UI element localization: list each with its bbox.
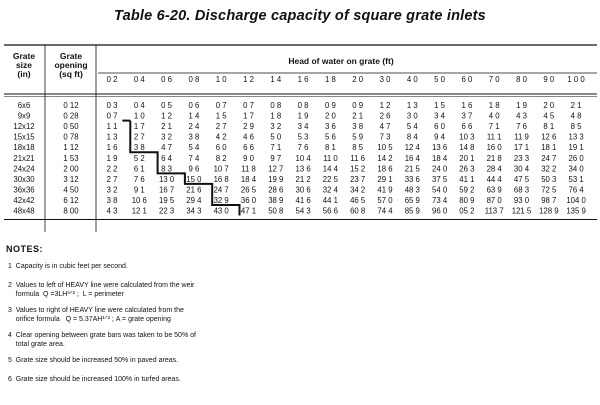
capacity-cell: 1 4 — [188, 111, 200, 121]
capacity-cell: 26 5 — [240, 185, 257, 195]
capacity-cell: 5 6 — [324, 132, 336, 142]
capacity-cell: 1 8 — [270, 111, 282, 121]
capacity-cell: 6 6 — [243, 143, 254, 153]
capacity-cell: 14 2 — [377, 153, 393, 163]
notes-heading: NOTES: — [6, 244, 44, 254]
capacity-cell: 11 8 — [241, 164, 256, 174]
capacity-cell: 28 4 — [486, 164, 502, 174]
capacity-cell: 11 1 — [486, 132, 502, 142]
capacity-cell: 98 7 — [541, 195, 557, 205]
capacity-cell: 24 0 — [432, 164, 448, 174]
capacity-cell: 47 5 — [513, 174, 530, 184]
capacity-cell: 2 7 — [215, 122, 227, 132]
capacity-cell: 20 1 — [459, 153, 475, 163]
capacity-cell: 11 6 — [350, 153, 366, 163]
capacity-cell: 23 7 — [350, 174, 366, 184]
capacity-cell: 17 1 — [513, 143, 530, 153]
capacity-cell: 6 1 — [133, 164, 145, 174]
capacity-cell: 1 9 — [106, 153, 118, 163]
capacity-cell: 48 3 — [404, 185, 420, 195]
capacity-cell: 2 1 — [570, 101, 582, 110]
capacity-cell: 3 2 — [161, 132, 173, 142]
capacity-cell: 104 0 — [566, 195, 586, 205]
capacity-cell: 57 0 — [377, 195, 393, 205]
capacity-cell: 21 8 — [486, 153, 502, 163]
head-value: 1 8 — [324, 75, 336, 84]
capacity-cell: 6 0 — [215, 143, 227, 153]
capacity-cell: 32 9 — [213, 195, 229, 205]
capacity-cell: 7 1 — [270, 143, 282, 153]
capacity-cell: 73 4 — [432, 195, 448, 205]
capacity-cell: 2 4 — [188, 122, 200, 132]
grate-opening-cell: 2 00 — [63, 164, 79, 174]
head-value: 2 0 — [352, 75, 364, 84]
capacity-cell: 19 5 — [159, 195, 175, 205]
note-line: 3 Values to right of HEAVY line were calculated from the — [8, 307, 184, 314]
capacity-cell: 22 5 — [322, 174, 338, 184]
capacity-cell: 29 4 — [186, 195, 202, 205]
capacity-cell: 41 1 — [459, 174, 475, 184]
capacity-cell: 28 6 — [268, 185, 284, 195]
capacity-cell: 56 6 — [322, 206, 338, 216]
capacity-cell: 32 4 — [322, 185, 338, 195]
capacity-cell: 34 3 — [186, 206, 202, 216]
grate-opening-header: (sq ft) — [59, 69, 83, 79]
grate-opening-cell: 0 78 — [63, 132, 79, 142]
grate-size-header: Grate — [12, 51, 36, 61]
grate-size-cell: 18x18 — [13, 143, 35, 153]
capacity-cell: 11 9 — [514, 132, 529, 142]
capacity-cell: 8 5 — [352, 143, 364, 153]
capacity-cell: 4 3 — [516, 111, 527, 121]
head-value: 0 8 — [188, 75, 200, 84]
grate-opening-cell: 4 50 — [63, 185, 79, 195]
capacity-cell: 1 9 — [297, 111, 309, 121]
capacity-cell: 32 2 — [541, 164, 557, 174]
capacity-cell: 1 6 — [461, 101, 473, 110]
head-value: 1 2 — [243, 75, 254, 84]
note-item — [8, 375, 308, 384]
grate-size-cell: 48x48 — [13, 206, 35, 216]
capacity-cell: 8 1 — [543, 122, 555, 132]
head-value: 8 0 — [516, 75, 527, 84]
capacity-cell: 3 8 — [352, 122, 364, 132]
capacity-cell: 2 1 — [352, 111, 364, 121]
capacity-cell: 33 6 — [404, 174, 420, 184]
capacity-cell: 4 5 — [543, 111, 555, 121]
capacity-cell: 128 9 — [539, 206, 559, 216]
capacity-cell: 3 2 — [106, 185, 118, 195]
capacity-cell: 9 7 — [270, 153, 282, 163]
capacity-cell: 1 2 — [379, 101, 391, 110]
capacity-cell: 5 3 — [297, 132, 309, 142]
head-header: Head of water on grate (ft) — [288, 56, 394, 66]
capacity-cell: 7 3 — [379, 132, 391, 142]
capacity-cell: 1 1 — [106, 122, 118, 132]
capacity-cell: 0 9 — [324, 101, 336, 110]
capacity-cell: 7 6 — [133, 174, 145, 184]
capacity-cell: 38 9 — [268, 195, 284, 205]
capacity-cell: 30 4 — [513, 164, 530, 174]
capacity-cell: 0 6 — [188, 101, 200, 110]
grate-size-header: size — [15, 60, 33, 70]
capacity-cell: 72 5 — [541, 185, 557, 195]
capacity-cell: 19 1 — [568, 143, 584, 153]
note-line: orifice formula Q = 5.37AH¹ᐟ² ; A = grate opening — [8, 316, 171, 323]
capacity-cell: 44 4 — [486, 174, 502, 184]
capacity-cell: 4 2 — [215, 132, 227, 142]
capacity-cell: 47 1 — [240, 206, 257, 216]
note-item — [8, 262, 308, 271]
note-item — [8, 306, 308, 324]
capacity-cell: 3 7 — [461, 111, 473, 121]
capacity-cell: 7 4 — [188, 153, 200, 163]
capacity-cell: 1 8 — [488, 101, 500, 110]
capacity-cell: 6 6 — [461, 122, 473, 132]
capacity-cell: 12 6 — [541, 132, 557, 142]
capacity-cell: 05 2 — [459, 206, 475, 216]
capacity-cell: 5 4 — [188, 143, 200, 153]
capacity-cell: 13 0 — [159, 174, 175, 184]
capacity-cell: 21 6 — [186, 185, 202, 195]
capacity-cell: 2 9 — [243, 122, 254, 132]
capacity-cell: 0 5 — [161, 101, 173, 110]
head-value: 0 2 — [106, 75, 118, 84]
capacity-cell: 4 3 — [106, 206, 118, 216]
capacity-cell: 8 2 — [215, 153, 227, 163]
table-title: Table 6-20. Discharge capacity of square grate inlets — [114, 8, 486, 24]
capacity-cell: 4 7 — [161, 143, 173, 153]
capacity-cell: 14 4 — [322, 164, 338, 174]
capacity-cell: 26 0 — [568, 153, 584, 163]
capacity-cell: 12 7 — [268, 164, 284, 174]
head-value: 9 0 — [543, 75, 555, 84]
note-line: 4 Clear opening between grate bars was taken to be 50% of — [8, 332, 196, 339]
grate-size-cell: 12x12 — [13, 122, 35, 132]
capacity-cell: 3 8 — [133, 143, 145, 153]
grate-size-cell: 6x6 — [17, 101, 31, 110]
capacity-cell: 23 3 — [513, 153, 530, 163]
capacity-cell: 21 5 — [404, 164, 420, 174]
capacity-cell: 12 1 — [131, 206, 147, 216]
capacity-cell: 5 0 — [270, 132, 282, 142]
capacity-cell: 4 6 — [243, 132, 254, 142]
capacity-cell: 3 6 — [324, 122, 336, 132]
capacity-cell: 6 4 — [161, 153, 173, 163]
capacity-cell: 11 0 — [323, 153, 338, 163]
capacity-cell: 1 5 — [434, 101, 446, 110]
capacity-cell: 3 4 — [297, 122, 309, 132]
capacity-cell: 1 0 — [133, 111, 145, 121]
capacity-cell: 1 3 — [106, 132, 118, 142]
grate-size-cell: 15x15 — [13, 132, 35, 142]
capacity-cell: 26 3 — [459, 164, 475, 174]
capacity-cell: 0 4 — [133, 101, 145, 110]
capacity-cell: 18 4 — [432, 153, 448, 163]
capacity-cell: 76 4 — [568, 185, 584, 195]
capacity-cell: 0 9 — [352, 101, 364, 110]
capacity-cell: 10 4 — [295, 153, 311, 163]
capacity-cell: 74 4 — [377, 206, 393, 216]
head-value: 7 0 — [488, 75, 500, 84]
capacity-cell: 18 1 — [541, 143, 557, 153]
capacity-cell: 63 9 — [486, 185, 502, 195]
capacity-cell: 19 9 — [268, 174, 284, 184]
capacity-cell: 41 9 — [377, 185, 393, 195]
capacity-cell: 9 4 — [434, 132, 446, 142]
capacity-cell: 0 8 — [297, 101, 309, 110]
capacity-cell: 2 7 — [106, 174, 118, 184]
capacity-cell: 10 6 — [131, 195, 147, 205]
capacity-cell: 4 7 — [379, 122, 391, 132]
capacity-cell: 7 1 — [488, 122, 500, 132]
grate-size-cell: 36x36 — [13, 185, 35, 195]
head-value: 1 4 — [270, 75, 282, 84]
capacity-cell: 9 1 — [133, 185, 145, 195]
capacity-cell: 10 7 — [213, 164, 229, 174]
capacity-cell: 60 8 — [350, 206, 366, 216]
capacity-cell: 2 1 — [161, 122, 173, 132]
capacity-cell: 43 0 — [213, 206, 229, 216]
capacity-cell: 46 5 — [350, 195, 366, 205]
capacity-cell: 37 5 — [432, 174, 448, 184]
capacity-cell: 1 2 — [161, 111, 173, 121]
capacity-cell: 0 7 — [106, 111, 118, 121]
grate-opening-cell: 0 28 — [63, 111, 79, 121]
capacity-cell: 16 0 — [486, 143, 502, 153]
note-line: total grate area. — [8, 341, 65, 348]
note-item — [8, 331, 308, 349]
capacity-cell: 16 7 — [159, 185, 175, 195]
capacity-cell: 54 0 — [432, 185, 448, 195]
capacity-cell: 135 9 — [566, 206, 586, 216]
capacity-cell: 8 5 — [570, 122, 582, 132]
head-value: 1 0 — [215, 75, 227, 84]
capacity-cell: 0 7 — [215, 101, 227, 110]
capacity-cell: 8 3 — [161, 164, 173, 174]
capacity-cell: 121 5 — [511, 206, 532, 216]
capacity-cell: 13 6 — [295, 164, 311, 174]
grate-opening-cell: 3 12 — [63, 174, 79, 184]
head-value: 6 0 — [461, 75, 473, 84]
grate-size-cell: 21x21 — [13, 153, 35, 163]
capacity-cell: 10 3 — [459, 132, 475, 142]
capacity-cell: 3 2 — [270, 122, 282, 132]
capacity-cell: 1 7 — [133, 122, 145, 132]
head-value: 0 4 — [133, 75, 145, 84]
head-value: 4 0 — [406, 75, 418, 84]
head-value: 1 0 0 — [567, 75, 585, 84]
capacity-cell: 34 0 — [568, 164, 584, 174]
capacity-cell: 5 9 — [352, 132, 364, 142]
capacity-cell: 3 8 — [106, 195, 118, 205]
capacity-cell: 96 0 — [432, 206, 448, 216]
capacity-cell: 9 6 — [188, 164, 200, 174]
capacity-cell: 24 7 — [541, 153, 557, 163]
capacity-cell: 85 9 — [404, 206, 420, 216]
capacity-cell: 9 0 — [243, 153, 254, 163]
capacity-cell: 7 6 — [297, 143, 309, 153]
grate-size-cell: 9x9 — [17, 111, 31, 121]
grate-opening-cell: 1 53 — [63, 153, 79, 163]
capacity-cell: 24 7 — [213, 185, 229, 195]
capacity-cell: 2 2 — [106, 164, 118, 174]
grate-opening-cell: 1 12 — [63, 143, 79, 153]
grate-size-header: (in) — [17, 69, 31, 79]
capacity-cell: 113 7 — [484, 206, 504, 216]
capacity-cell: 29 1 — [377, 174, 393, 184]
capacity-cell: 54 3 — [295, 206, 311, 216]
grate-opening-cell: 8 00 — [63, 206, 79, 216]
grate-opening-cell: 0 12 — [63, 101, 79, 110]
grate-opening-header: opening — [54, 60, 88, 70]
note-line: 2 Values to left of HEAVY line were calculated from the weir — [8, 282, 195, 289]
capacity-cell: 22 3 — [159, 206, 175, 216]
capacity-cell: 1 3 — [406, 101, 418, 110]
note-line: 1 Capacity is in cubic feet per second. — [8, 263, 128, 270]
note-line: formula Q =3LH³ᐟ² ; L = perimeter — [8, 291, 124, 298]
capacity-cell: 5 4 — [406, 122, 418, 132]
capacity-cell: 12 4 — [404, 143, 420, 153]
capacity-cell: 41 6 — [295, 195, 311, 205]
capacity-cell: 16 8 — [213, 174, 229, 184]
capacity-cell: 3 0 — [406, 111, 418, 121]
grate-size-cell: 42x42 — [13, 195, 35, 205]
capacity-cell: 13 6 — [432, 143, 448, 153]
capacity-cell: 2 0 — [543, 101, 555, 110]
head-value: 1 6 — [297, 75, 309, 84]
capacity-cell: 93 0 — [513, 195, 530, 205]
head-value: 5 0 — [434, 75, 446, 84]
capacity-cell: 36 0 — [240, 195, 257, 205]
grate-opening-header: Grate — [59, 51, 83, 61]
capacity-cell: 3 8 — [188, 132, 200, 142]
capacity-cell: 34 2 — [350, 185, 366, 195]
capacity-cell: 59 2 — [459, 185, 475, 195]
note-line: 5 Grate size should be increased 50% in paved areas. — [8, 357, 179, 364]
capacity-cell: 4 0 — [488, 111, 500, 121]
capacity-cell: 80 9 — [459, 195, 475, 205]
capacity-cell: 10 5 — [377, 143, 393, 153]
capacity-cell: 21 2 — [295, 174, 311, 184]
capacity-cell: 87 0 — [486, 195, 502, 205]
grate-size-cell: 24x24 — [13, 164, 35, 174]
head-value: 3 0 — [379, 75, 391, 84]
capacity-cell: 16 4 — [404, 153, 420, 163]
capacity-cell: 13 3 — [568, 132, 584, 142]
capacity-cell: 15 2 — [350, 164, 366, 174]
head-value: 0 6 — [161, 75, 173, 84]
capacity-cell: 1 5 — [215, 111, 227, 121]
capacity-cell: 30 6 — [295, 185, 311, 195]
capacity-cell: 53 1 — [568, 174, 584, 184]
capacity-cell: 0 7 — [243, 101, 254, 110]
capacity-cell: 1 6 — [106, 143, 118, 153]
capacity-cell: 5 2 — [133, 153, 145, 163]
capacity-cell: 1 9 — [516, 101, 527, 110]
capacity-cell: 2 6 — [379, 111, 391, 121]
grate-opening-cell: 0 50 — [63, 122, 79, 132]
capacity-cell: 2 7 — [133, 132, 145, 142]
capacity-cell: 65 9 — [404, 195, 420, 205]
capacity-cell: 6 0 — [434, 122, 446, 132]
capacity-cell: 1 7 — [243, 111, 254, 121]
grate-size-cell: 30x30 — [13, 174, 35, 184]
capacity-cell: 4 8 — [570, 111, 582, 121]
capacity-cell: 2 0 — [324, 111, 336, 121]
capacity-cell: 68 3 — [513, 185, 530, 195]
capacity-cell: 15 0 — [186, 174, 202, 184]
capacity-cell: 8 1 — [324, 143, 336, 153]
capacity-cell: 0 8 — [270, 101, 282, 110]
capacity-cell: 44 1 — [322, 195, 338, 205]
capacity-cell: 14 8 — [459, 143, 475, 153]
note-item — [8, 356, 308, 365]
capacity-cell: 8 4 — [406, 132, 418, 142]
capacity-cell: 18 4 — [240, 174, 257, 184]
capacity-cell: 50 3 — [541, 174, 557, 184]
capacity-cell: 7 6 — [516, 122, 527, 132]
note-item — [8, 281, 308, 299]
capacity-cell: 50 8 — [268, 206, 284, 216]
capacity-cell: 18 6 — [377, 164, 393, 174]
note-line: 6 Grate size should be increased 100% in turfed areas. — [8, 376, 181, 383]
grate-opening-cell: 6 12 — [63, 195, 79, 205]
capacity-cell: 0 3 — [106, 101, 118, 110]
capacity-cell: 3 4 — [434, 111, 446, 121]
